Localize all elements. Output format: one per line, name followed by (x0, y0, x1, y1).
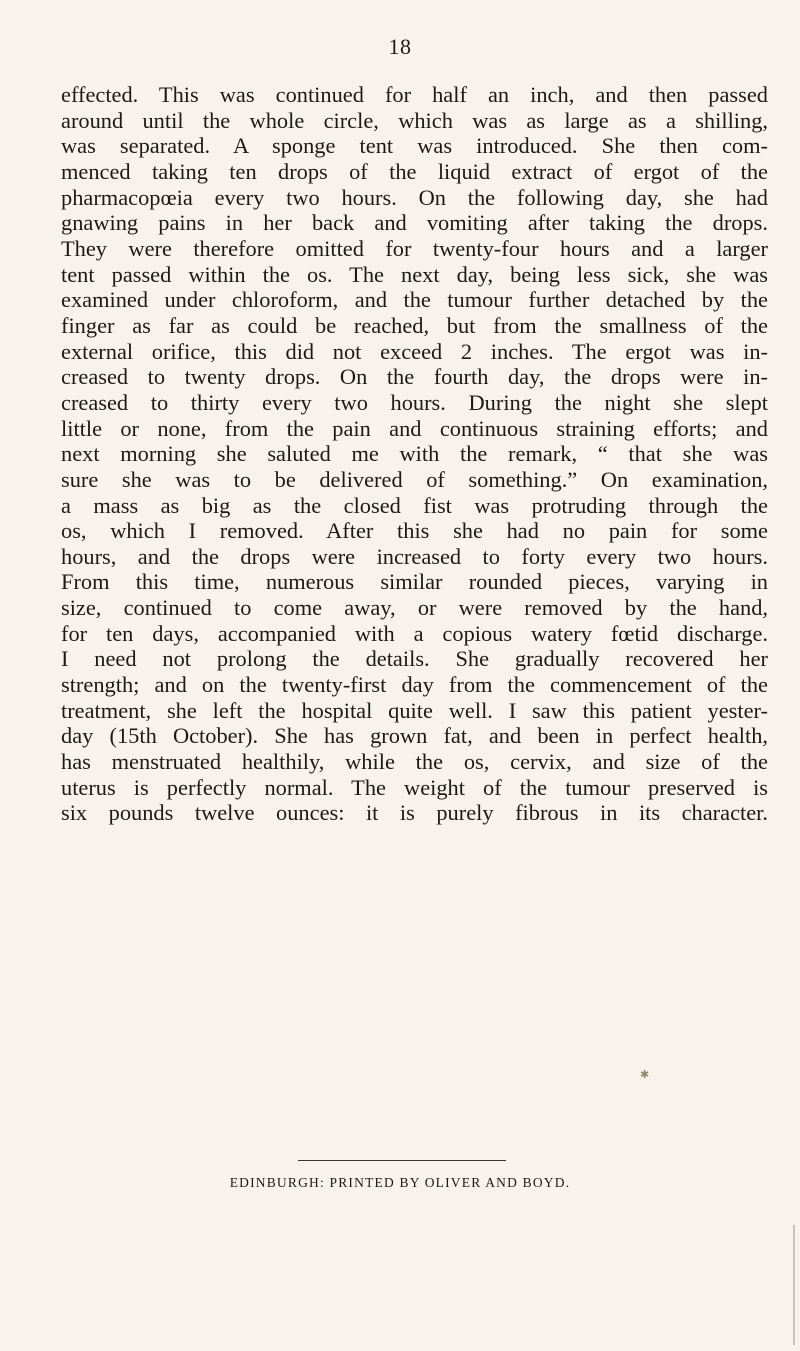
text-line: strength; and on the twenty-first day from the commencement of the (61, 672, 768, 698)
text-line: gnawing pains in her back and vomiting after taking the drops. (61, 210, 768, 236)
text-line: next morning she saluted me with the remark, “ that she was (61, 441, 768, 467)
text-line: creased to thirty every two hours. During the night she slept (61, 389, 768, 415)
text-line: sure she was to be delivered of something.” On examination, (61, 466, 768, 492)
text-line: tent passed within the os. The next day, being less sick, she was (61, 261, 768, 287)
text-line: creased to twenty drops. On the fourth day, the drops were in- (61, 364, 768, 390)
text-line: a mass as big as the closed fist was protruding through the (61, 492, 768, 518)
text-line: examined under chloroform, and the tumour further detached by the (61, 287, 768, 313)
text-line: pharmacopœia every two hours. On the following day, she had (61, 184, 768, 210)
text-line: treatment, she left the hospital quite well. I saw this patient yester- (61, 697, 768, 723)
text-line: finger as far as could be reached, but from the smallness of the (61, 312, 768, 338)
text-line: for ten days, accompanied with a copious watery fœtid discharge. (61, 620, 768, 646)
text-line: was separated. A sponge tent was introduced. She then com- (61, 133, 768, 159)
page-edge-mark (793, 1225, 795, 1345)
text-line: uterus is perfectly normal. The weight of the tumour preserved is (61, 774, 768, 800)
text-line: has menstruated healthily, while the os, cervix, and size of the (61, 749, 768, 775)
text-line: external orifice, this did not exceed 2 inches. The ergot was in- (61, 338, 768, 364)
text-line: size, continued to come away, or were removed by the hand, (61, 595, 768, 621)
printer-imprint: EDINBURGH: PRINTED BY OLIVER AND BOYD. (229, 1175, 571, 1190)
text-line: effected. This was continued for half an inch, and then passed (61, 82, 768, 107)
text-line: They were therefore omitted for twenty-four hours and a larger (61, 235, 768, 261)
text-line: hours, and the drops were increased to forty every two hours. (61, 543, 768, 569)
text-line: menced taking ten drops of the liquid extract of ergot of the (61, 158, 768, 184)
text-line: os, which I removed. After this she had no pain for some (61, 518, 768, 544)
text-line: From this time, numerous similar rounded pieces, varying in (61, 569, 768, 595)
text-line: I need not prolong the details. She gradually recovered her (61, 646, 768, 672)
text-line: around until the whole circle, which was as large as a shilling, (61, 107, 768, 133)
text-line: little or none, from the pain and continuous straining efforts; and (61, 415, 768, 441)
page-number: 18 (388, 34, 412, 59)
footer-rule (298, 1160, 506, 1161)
speck-mark: ✱ (640, 1069, 650, 1081)
body-text (61, 82, 768, 826)
text-line: six pounds twelve ounces: it is purely fibrous in its character. (61, 800, 768, 826)
text-line: day (15th October). She has grown fat, and been in perfect health, (61, 723, 768, 749)
